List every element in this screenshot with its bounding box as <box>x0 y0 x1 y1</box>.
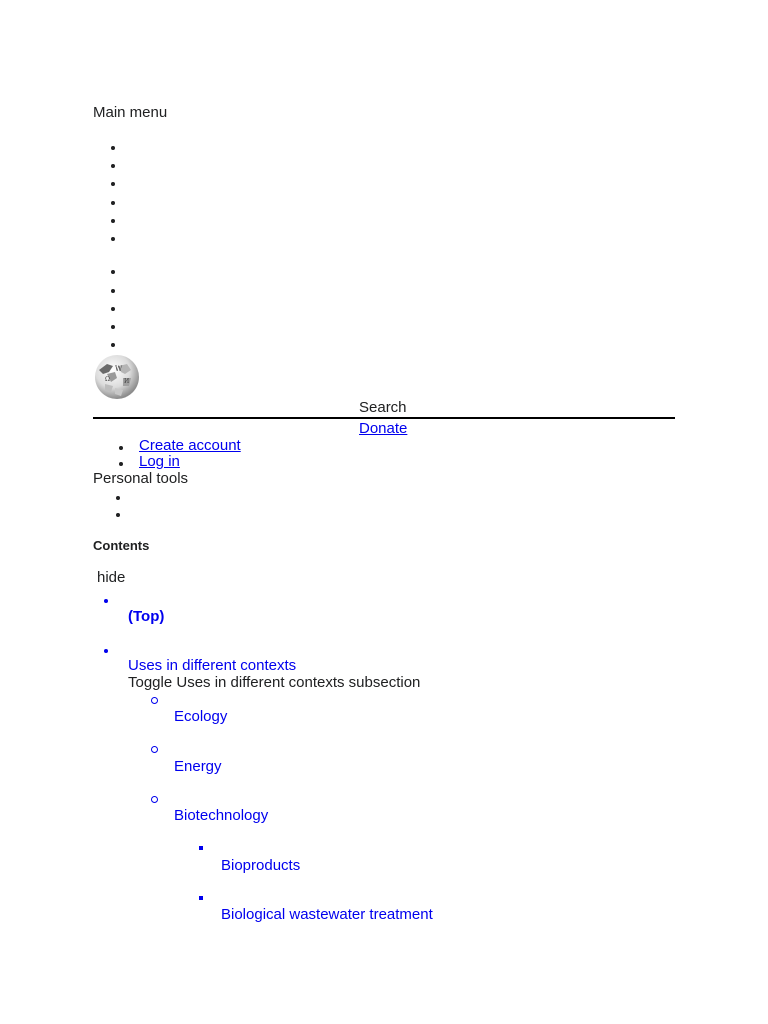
toc-bullet <box>151 746 158 753</box>
toc-bullet <box>199 846 203 850</box>
list-item[interactable] <box>111 270 115 274</box>
search-divider <box>93 417 675 419</box>
main-menu-label[interactable]: Main menu <box>93 104 168 121</box>
list-item[interactable] <box>111 201 115 205</box>
toc-item-wastewater[interactable]: Biological wastewater treatment <box>221 906 433 923</box>
list-item[interactable] <box>111 289 115 293</box>
toc-item-biotechnology[interactable]: Biotechnology <box>174 807 269 824</box>
toc-bullet <box>104 599 108 603</box>
list-item[interactable] <box>111 182 115 186</box>
list-bullet <box>119 446 123 450</box>
toc-item-bioproducts[interactable]: Bioproducts <box>221 857 301 874</box>
toc-bullet <box>199 896 203 900</box>
toc-bullet <box>104 649 108 653</box>
log-in-link[interactable]: Log in <box>139 453 180 470</box>
list-item[interactable] <box>111 343 115 347</box>
logo-graphic <box>93 352 141 400</box>
toc-toggle-uses[interactable]: Toggle Uses in different contexts subsection <box>128 674 421 691</box>
create-account-link[interactable]: Create account <box>139 437 241 454</box>
svg-text:Ω: Ω <box>105 376 110 383</box>
list-item[interactable] <box>111 219 115 223</box>
svg-text:И: И <box>124 378 130 385</box>
toc-item-uses[interactable]: Uses in different contexts <box>128 657 297 674</box>
list-item[interactable] <box>116 496 120 500</box>
list-item[interactable] <box>111 146 115 150</box>
toc-item-top[interactable]: (Top) <box>128 608 165 625</box>
toc-hide-button[interactable]: hide <box>97 569 126 586</box>
list-item[interactable] <box>111 164 115 168</box>
list-item[interactable] <box>116 513 120 517</box>
svg-text:W: W <box>115 365 123 373</box>
toc-bullet <box>151 796 158 803</box>
donate-link[interactable]: Donate <box>359 420 408 437</box>
list-item[interactable] <box>111 325 115 329</box>
contents-heading: Contents <box>93 538 150 553</box>
toc-item-energy[interactable]: Energy <box>174 758 222 775</box>
wikipedia-globe-icon[interactable] <box>93 352 141 400</box>
toc-bullet <box>151 697 158 704</box>
search-label[interactable]: Search <box>359 399 407 416</box>
list-item[interactable] <box>111 307 115 311</box>
toc-item-ecology[interactable]: Ecology <box>174 708 228 725</box>
personal-tools-label[interactable]: Personal tools <box>93 470 189 487</box>
list-item[interactable] <box>111 237 115 241</box>
list-bullet <box>119 462 123 466</box>
